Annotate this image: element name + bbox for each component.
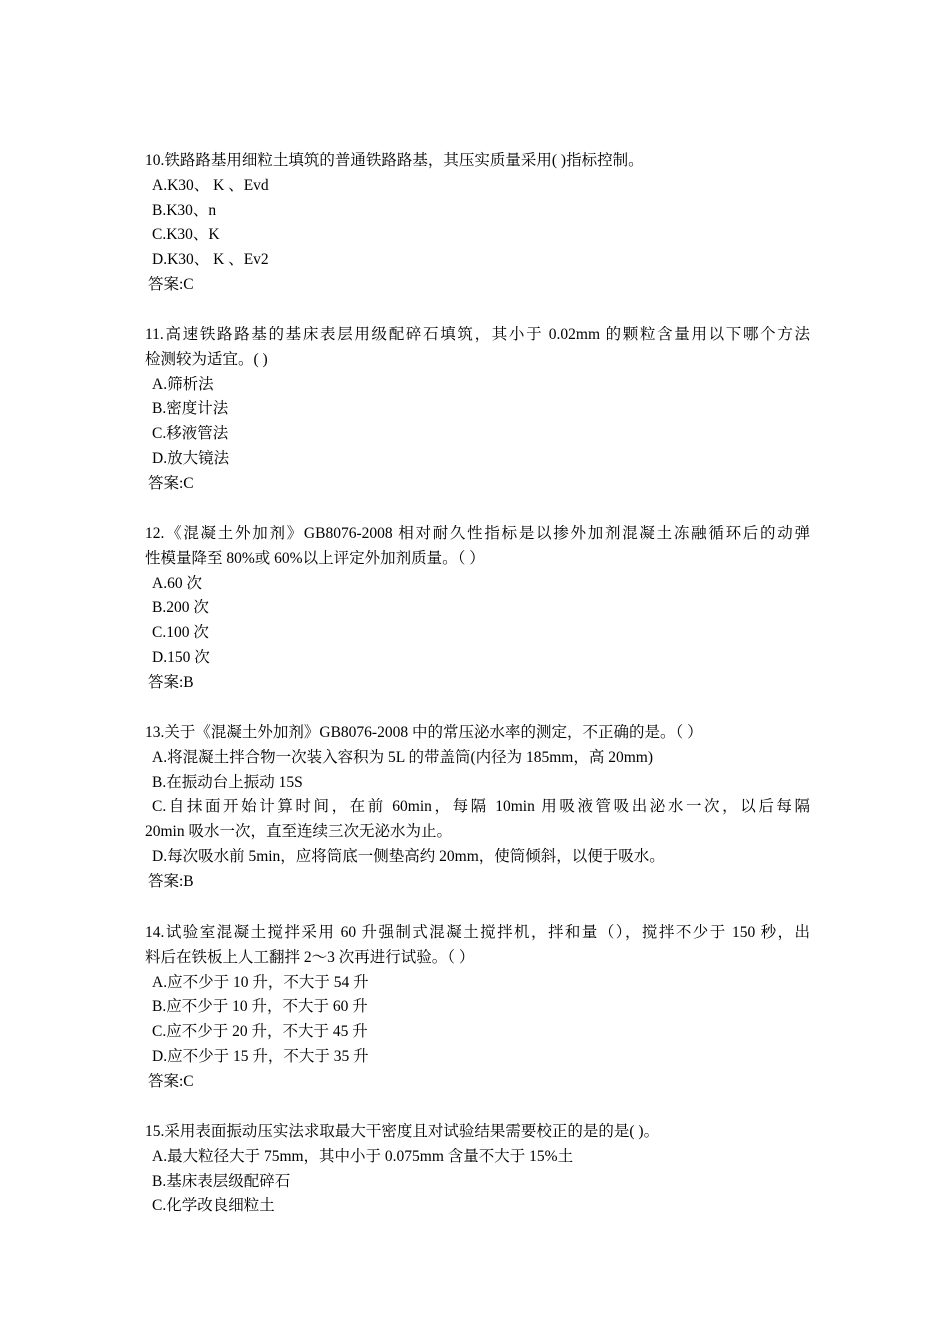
question-12 (145, 522, 810, 696)
question-14 (145, 921, 810, 1095)
option-c: C.化学改良细粒土 (152, 1197, 275, 1215)
answer: 答案:C (148, 474, 194, 492)
question-stem-cont: 性模量降至 80%或 60%以上评定外加剂质量。（ ） (145, 549, 485, 567)
option-b: B.200 次 (152, 599, 209, 617)
question-stem: 10.铁路路基用细粒土填筑的普通铁路路基，其压实质量采用( )指标控制。 (145, 152, 644, 169)
question-stem: 13.关于《混凝土外加剂》GB8076-2008 中的常压泌水率的测定，不正确的是。（ ） (145, 724, 703, 741)
option-b: B.K30、n (152, 201, 217, 219)
question-11 (145, 323, 810, 497)
option-c: C.100 次 (152, 624, 209, 642)
question-stem: 12.《混凝土外加剂》GB8076-2008 相对耐久性指标是以掺外加剂混凝土冻融循环后的动弹 (145, 525, 810, 542)
answer: 答案:B (148, 872, 194, 890)
question-stem: 15.采用表面振动压实法求取最大干密度且对试验结果需要校正的是的是( )。 (145, 1123, 660, 1140)
question-stem-cont: 检测较为适宜。( ) (145, 350, 268, 368)
question-stem-cont: 料后在铁板上人工翻拌 2～3 次再进行试验。（ ） (145, 948, 475, 966)
answer: 答案:C (148, 1072, 194, 1090)
question-stem: 14.试验室混凝土搅拌采用 60 升强制式混凝土搅拌机，拌和量（），搅拌不少于 150 秒，出 (145, 924, 810, 941)
question-13 (145, 721, 810, 895)
option-a: A.K30、 K 、Evd (152, 176, 269, 194)
answer: 答案:B (148, 673, 194, 691)
option-d: D.应不少于 15 升，不大于 35 升 (152, 1047, 369, 1065)
question-10 (145, 149, 810, 298)
option-b: B.密度计法 (152, 400, 229, 418)
option-d: D.放大镜法 (152, 449, 230, 467)
option-c: C.应不少于 20 升，不大于 45 升 (152, 1023, 368, 1041)
option-c: C.自抹面开始计算时间，在前 60min，每隔 10min 用吸液管吸出泌水一次，以后每隔 (152, 798, 810, 816)
option-b: B.在振动台上振动 15S (152, 773, 303, 791)
answer: 答案:C (148, 275, 194, 293)
option-a: A.应不少于 10 升，不大于 54 升 (152, 973, 369, 991)
option-c: C.K30、K (152, 226, 220, 244)
option-a: A.筛析法 (152, 375, 214, 393)
option-b: B.应不少于 10 升，不大于 60 升 (152, 998, 368, 1016)
option-c: C.移液管法 (152, 425, 229, 443)
option-a: A.将混凝土拌合物一次装入容积为 5L 的带盖筒(内径为 185mm，高 20mm) (152, 748, 654, 766)
option-b: B.基床表层级配碎石 (152, 1172, 291, 1190)
question-stem: 11.高速铁路路基的基床表层用级配碎石填筑，其小于 0.02mm 的颗粒含量用以下哪个方法 (145, 326, 810, 343)
option-c-cont: 20min 吸水一次，直至连续三次无泌水为止。 (145, 823, 452, 841)
option-a: A.60 次 (152, 574, 202, 592)
option-a: A.最大粒径大于 75mm，其中小于 0.075mm 含量不大于 15%土 (152, 1147, 574, 1165)
option-d: D.每次吸水前 5min，应将筒底一侧垫高约 20mm，使筒倾斜，以便于吸水。 (152, 847, 665, 865)
option-d: D.K30、 K 、Ev2 (152, 251, 269, 269)
question-15 (145, 1120, 810, 1219)
option-d: D.150 次 (152, 648, 210, 666)
